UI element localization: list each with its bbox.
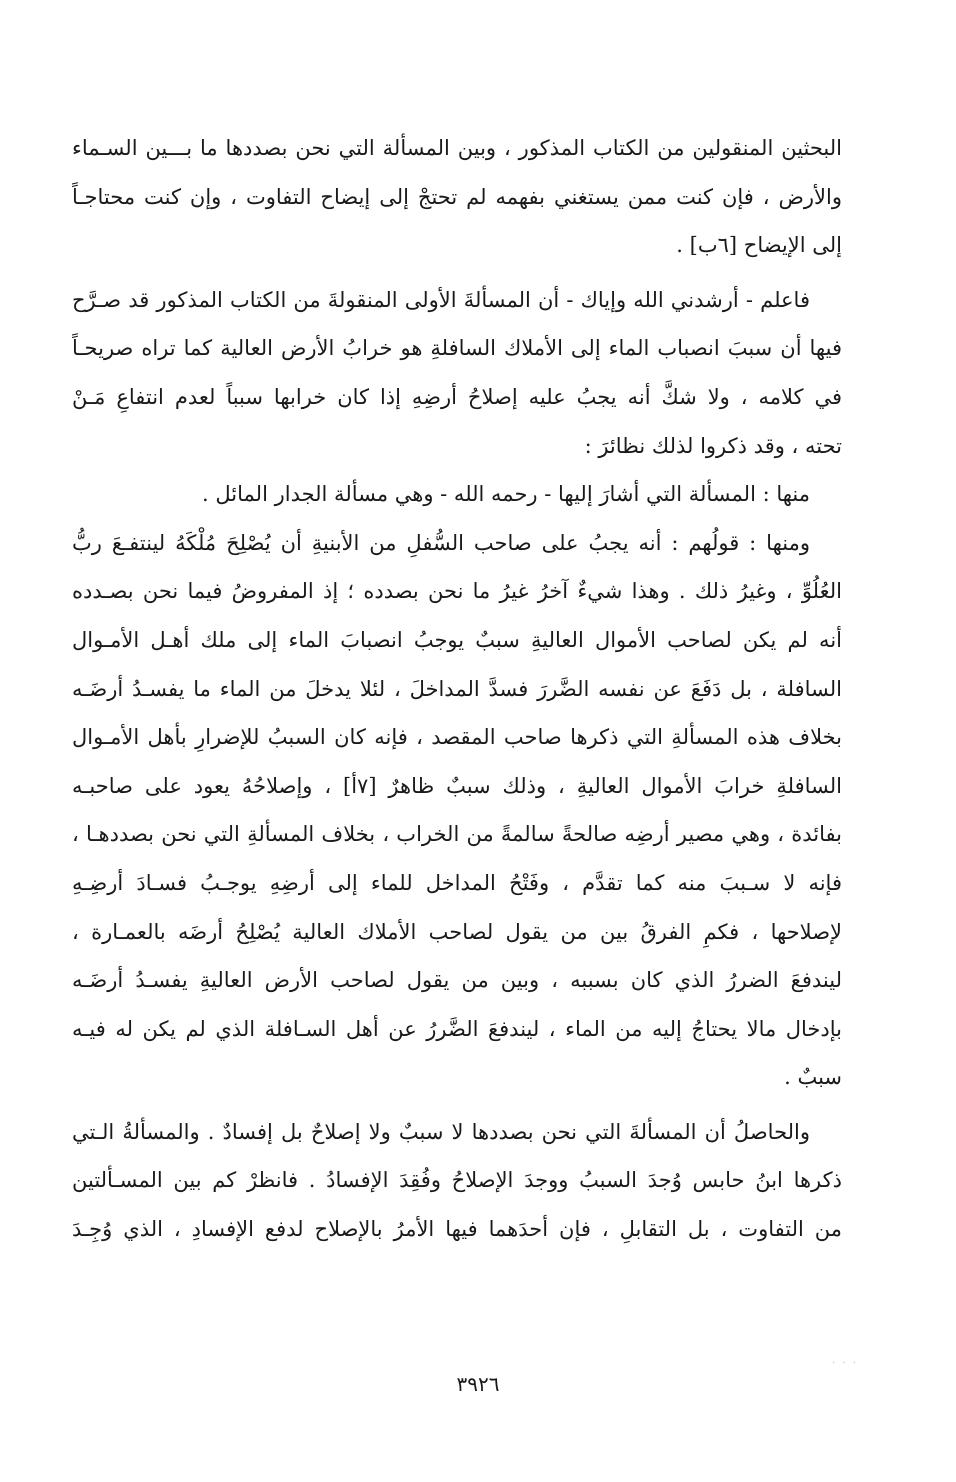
page-number: ٣٩٢٦ bbox=[456, 1372, 500, 1396]
corner-mark: · · · bbox=[832, 1358, 858, 1369]
text-line: بخلاف هذه المسألةِ التي ذكرها صاحب المقصد ، فإنه كان السببُ للإضرارِ بأهل الأمـوال bbox=[72, 725, 842, 750]
text-line: بفائدة ، وهي مصير أرضِه صالحةً سالمةً من الخراب ، بخلاف المسألةِ التي نحن بصددهـا ، bbox=[72, 822, 842, 847]
text-line: البحثين المنقولين من الكتاب المذكور ، وبين المسألة التي نحن بصددها ما بـــين السـماء bbox=[72, 136, 842, 160]
text-line: السافلةِ خرابَ الأموال العاليةِ ، وذلك سببٌ ظاهرٌ [٧أ] ، وإصلاحُهُ يعود على صاحبـه bbox=[72, 773, 842, 798]
text-line: أنه لم يكن لصاحب الأموال العاليةِ سببٌ يوجبُ انصبابَ الماء إلى ملك أهـل الأمـوال bbox=[72, 627, 842, 652]
text-line: ومنها : قولُهم : أنه يجبُ على صاحب السُّفلِ من الأبنيةِ أن يُصْلِحَ مُلْكَهُ لينتفـعَ ربُّ bbox=[72, 530, 810, 555]
text-line: بإدخال مالا يحتاجُ إليه من الماء ، ليندفعَ الضَّررُ عن أهل السـافلة الذي لم يكن له فيـه bbox=[72, 1016, 842, 1041]
text-line: السافلة ، بل دَفَعَ عن نفسه الضَّررَ فسدَّ المداخلَ ، لئلا يدخلَ من الماء ما يفسـدُ أرضَـه bbox=[72, 676, 842, 701]
text-line: والحاصلُ أن المسألةَ التي نحن بصددها لا سببٌ ولا إصلاحٌ بل إفسادٌ . والمسألةُ الـتي bbox=[72, 1119, 810, 1144]
text-line: فيها أن سببَ انصباب الماء إلى الأملاك السافلةِ هو خرابُ الأرض العالية كما تراه صريحـاً bbox=[72, 336, 842, 361]
text-line: فاعلم - أرشدني الله وإياك - أن المسألةَ الأولى المنقولةَ من الكتاب المذكور قد صـرَّح bbox=[72, 287, 810, 312]
text-line: ليندفعَ الضررُ الذي كان بسببه ، وبين من يقول لصاحب الأرض العاليةِ يفسـدُ أرضَـه bbox=[72, 968, 842, 993]
text-line: تحته ، وقد ذكروا لذلك نظائرَ : bbox=[584, 433, 842, 458]
text-line: من التفاوت ، بل التقابلِ ، فإن أحدَهما فيها الأمرُ بالإصلاح لدفع الإفسادِ ، الذي وُجِـدَ bbox=[72, 1217, 842, 1242]
text-line: العُلُوِّ ، وغيرُ ذلك . وهذا شيءٌ آخرُ غيرُ ما نحن بصدده ؛ إذ المفروضُ فيما نحن بصـدده bbox=[72, 579, 842, 604]
text-line: سببٌ . bbox=[784, 1065, 842, 1090]
text-line: في كلامه ، ولا شكَّ أنه يجبُ عليه إصلاحُ أرضِهِ إذا كان خرابها سبباً لعدم انتفاعِ مَـنْ bbox=[72, 384, 842, 409]
text-line: فإنه لا سـببَ منه كما تقدَّم ، وفَتْحُ المداخل للماء إلى أرضِهِ يوجـبُ فسـادَ أرضِـهِ bbox=[72, 870, 842, 895]
text-line: إلى الإيضاح [٦ب] . bbox=[676, 233, 842, 258]
text-line: والأرض ، فإن كنت ممن يستغني بفهمه لم تحتجْ إلى إيضاح التفاوت ، وإن كنت محتاجـاً bbox=[72, 184, 842, 209]
text-line: ذكرها ابنُ حابس وُجدَ السببُ ووجدَ الإصلاحُ وفُقِدَ الإفسادُ . فانظرْ كم بين المسـألتين bbox=[72, 1168, 842, 1193]
body-text bbox=[72, 124, 842, 1254]
text-line: لإصلاحها ، فكمِ الفرقُ بين من يقول لصاحب الأملاك العالية يُصْلِحُ أرضَه بالعمـارة ، bbox=[72, 919, 842, 944]
text-line: منها : المسألة التي أشارَ إليها - رحمه الله - وهي مسألة الجدار المائل . bbox=[202, 482, 810, 507]
